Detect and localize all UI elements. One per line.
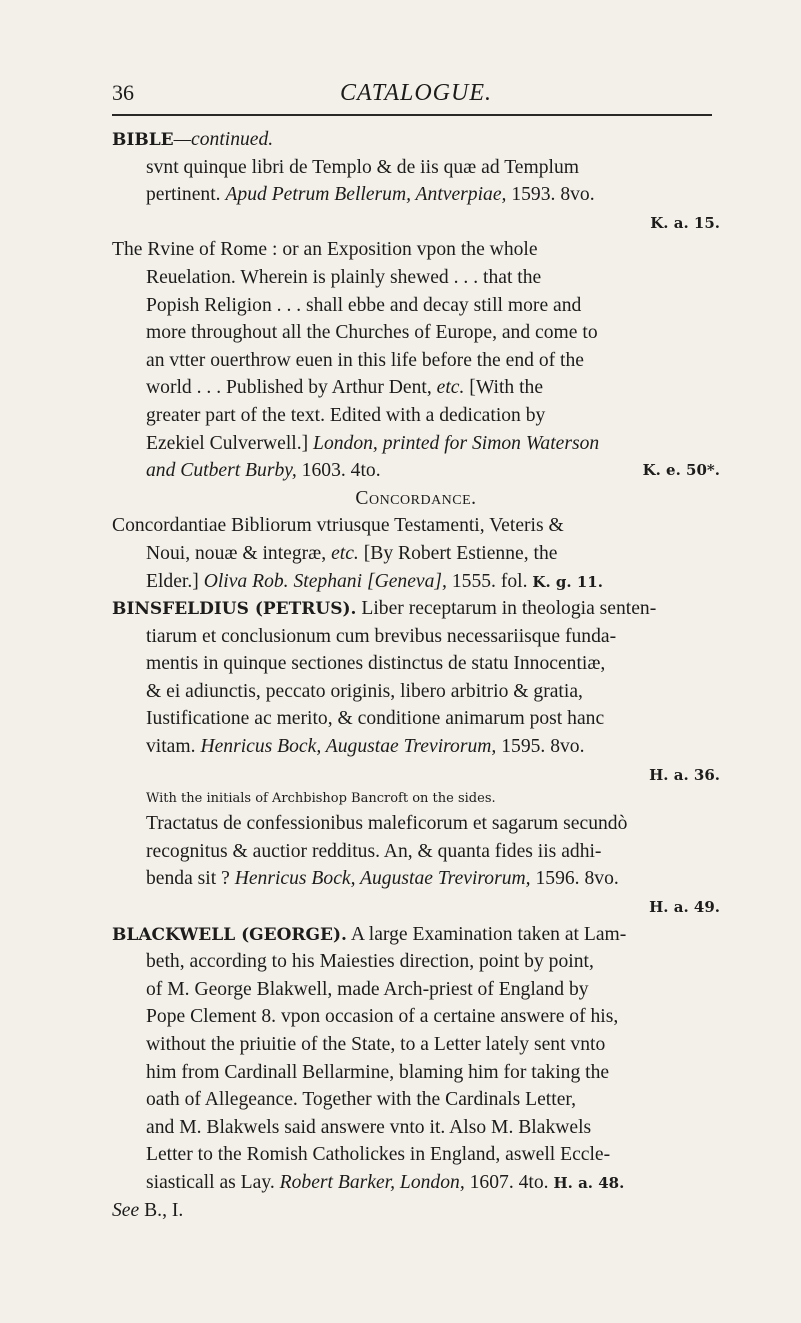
entry-line: Popish Religion . . . shall ebbe and decay still more and (146, 294, 582, 316)
imprint: Henricus Bock, Augustae Trevirorum, (200, 736, 497, 758)
catalogue-body (112, 126, 720, 1224)
entry-line (112, 893, 720, 921)
entry-line: Elder.] Oliva Rob. Stephani [Geneva], 1555. fol. K. g. 11. (146, 570, 603, 592)
entry-line: Ezekiel Culverwell.] London, printed for Simon Waterson (146, 432, 600, 454)
entry-line: and M. Blakwels said answere vnto it. Also M. Blakwels (146, 1116, 592, 1138)
entry-line: mentis in quinque sectiones distinctus de statu Innocentiæ, (146, 653, 606, 675)
entry-line: Concordantiae Bibliorum vtriusque Testamenti, Veteris & (112, 515, 564, 537)
heading-name: BLACKWELL (GEORGE). (112, 924, 347, 945)
shelfmark: H. a. 36. (649, 765, 720, 784)
entry-line: The Rvine of Rome : or an Exposition vpon the whole (112, 239, 538, 261)
entry-line: oath of Allegeance. Together with the Cardinals Letter, (146, 1089, 577, 1111)
heading-name: BINSFELDIUS (PETRUS). (112, 599, 357, 620)
entry-line: Pope Clement 8. vpon occasion of a certaine answere of his, (146, 1006, 619, 1028)
entry-line: and Cutbert Burby, 1603. 4to. K. e. 50*. (112, 457, 720, 485)
entry-line: svnt quinque libri de Templo & de iis quæ ad Templum (146, 156, 580, 178)
entry-line: pertinent. Apud Petrum Bellerum, Antverpiae, 1593. 8vo. (146, 184, 595, 206)
imprint: Apud Petrum Bellerum, Antverpiae, (225, 184, 507, 206)
entry-line: tiarum et conclusionum cum brevibus necessariisque funda- (146, 625, 617, 647)
running-head: CATALOGUE. (340, 80, 493, 106)
entry-line: Iustificatione ac merito, & conditione animarum post hanc (146, 708, 605, 730)
entry-line: without the priuitie of the State, to a Letter lately sent vnto (146, 1034, 606, 1055)
imprint: Oliva Rob. Stephani (203, 570, 363, 592)
shelfmark: H. a. 48. (553, 1173, 625, 1192)
entry-line (112, 761, 720, 789)
entry-line: him from Cardinall Bellarmine, blaming him for taking the (146, 1061, 610, 1083)
section-heading: Concordance. (355, 487, 477, 509)
entry-line: an vtter ouerthrow euen in this life before the end of the (146, 349, 584, 371)
entry-line (112, 209, 720, 237)
heading-name: BIBLE (112, 130, 174, 150)
entry-line: & ei adiunctis, peccato originis, libero arbitrio & gratia, (146, 680, 583, 702)
page-number: 36 (112, 80, 134, 105)
entry-line: siasticall as Lay. Robert Barker, London, 1607. 4to. H. a. 48. (146, 1171, 625, 1193)
imprint: and Cutbert Burby, (146, 460, 297, 482)
entry-line: benda sit ? Henricus Bock, Augustae Trevirorum, 1596. 8vo. (146, 868, 619, 890)
imprint: Henricus Bock, Augustae Trevirorum, (234, 868, 531, 890)
entry-line: Tractatus de confessionibus maleficorum et sagarum secundò (146, 813, 628, 835)
entry-line: greater part of the text. Edited with a dedication by (146, 404, 546, 426)
entry-heading (112, 126, 720, 154)
date-format: 1593. 8vo. (511, 184, 595, 206)
entry-line: world . . . Published by Arthur Dent, etc. [With the (146, 377, 544, 399)
shelfmark: H. a. 49. (649, 898, 720, 917)
shelfmark: K. a. 15. (650, 213, 720, 232)
entry-line: vitam. Henricus Bock, Augustae Trevirorum, 1595. 8vo. (146, 736, 585, 758)
heading-suffix: —continued. (173, 129, 274, 150)
entry-line: BINSFELDIUS (PETRUS). Liber receptarum in theologia senten- (112, 598, 657, 620)
shelfmark: K. g. 11. (532, 572, 603, 591)
imprint: Robert Barker, London, (279, 1171, 465, 1193)
entry-line: of M. George Blakwell, made Arch-priest of England by (146, 978, 589, 1000)
entry-line: Letter to the Romish Catholickes in England, aswell Eccle- (146, 1144, 611, 1166)
entry-line: beth, according to his Maiesties direction, point by point, (146, 951, 594, 973)
page-header (112, 80, 712, 116)
entry-line: Reuelation. Wherein is plainly shewed . . . that the (146, 266, 542, 288)
cross-reference: See B., I. (112, 1199, 184, 1221)
entry-line: BLACKWELL (GEORGE). A large Examination taken at Lam- (112, 923, 627, 945)
header-rule (112, 114, 712, 116)
entry-line: Noui, nouæ & integræ, etc. [By Robert Estienne, the (146, 542, 558, 564)
imprint: London, printed for Simon Waterson (313, 432, 600, 454)
entry-line: recognitus & auctior redditus. An, & quanta fides iis adhi- (146, 840, 602, 862)
shelfmark: K. e. 50*. (642, 461, 720, 480)
entry-line: more throughout all the Churches of Europe, and come to (146, 322, 598, 344)
binding-note: With the initials of Archbishop Bancroft on the sides. (146, 791, 496, 807)
